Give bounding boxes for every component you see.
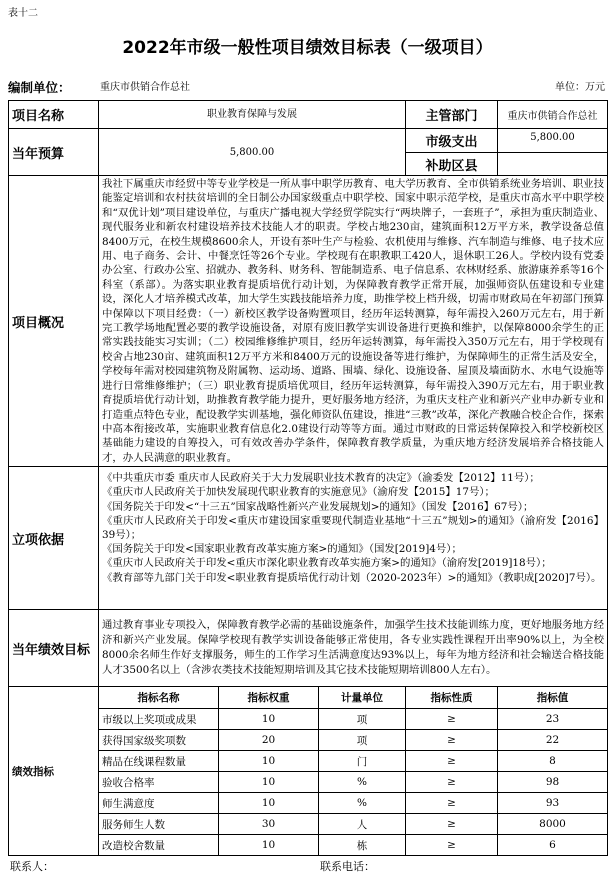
indicator-weight: 10 [219, 772, 319, 793]
basis-item: 《重庆市人民政府关于加快发展现代职业教育的实施意见》（渝府发【2015】17号）； [102, 486, 495, 499]
unit-label: 单位：万元 [555, 82, 605, 93]
overview-text: 我社下属重庆市经贸中等专业学校是一所从事中职学历教育、电大学历教育、全市供销系统业务培训、职业技能鉴定培训和农村扶贫培训的全日制公办国家级重点中职学校、国家中职示范学校，是重庆市高水平中职学校和“双优计划”项目建设单位，与重庆广播电视大学经贸学院实行“两块牌子，一套班子”，承担为重庆制造业、现代服务业和新农村建设培养技术技能人才的职责。学校占地230亩，建筑面积12万平方米，教学设备总值8400万元，在校生规模8600余人，开设有茶叶生产与检验、农机使用与维修、汽车制造与维修、电子技术应用、电子商务、会计、中餐烹饪等26个专业。学校现有在职教职工420人，退休职工26人。学校内设有党委办公室、行政办公室、招就办、教务科、财务科、智能制造系、电子信息系、农林财经系、旅游康养系等16个科室（系部）。为落实职业教育提质培优行动计划，为保障教育教学正常开展，加强师资队伍建设和专业建设，深化人才培养模式改革，加大学生实践技能培养力度，助推学校上档升级，切需市财政局在年初部门预算中保障以下项目经费：（一）新校区教学设备购置项目，经历年运转测算，每年需投入260万元左右，用于新完工教学场地配置必要的教学设施设备，对原有废旧教学实训设备进行更换和维护，以保障8000余学生的正常实践技能实习实训；（二）校园维修维护项目，经历年运转测算，每年需投入350万元左右，用于学校现有校舍占地230亩、建筑面积12万平方米和8400万元的设施设备等进行维护，为保障师生的正常生活及安全，学校每年需对校园建筑物及附属物、运动场、道路、围墙、绿化、设施设备、屋顶及墙面防水、水电气设施等进行日常维修维护；（三）职业教育提质培优项目，经历年运转测算，每年需投入390万元左右，用于职业教育提质培优行动计划，助推教育教学能力提升，更好服务地方经济，为重庆支柱产业和新兴产业申办新专业和打造重点特色专业，配设教学实训基地，强化师资队伍建设，推进“三教”改革，深化产教融合校企合作，探索中高本衔接改革，实施职业教育信息化2.0建设行动等等方面。通过市财政的日常运转保障投入和学校新校区基础能力建设的自筹投入，可有效改善办学条件，保障教育教学质量，为重庆地方经济发展培养合格技能人才，办人民满意的职业教育。 [99, 176, 608, 467]
indicator-weight: 10 [219, 793, 319, 814]
indicator-row [9, 730, 608, 751]
indicator-unit: 项 [319, 730, 406, 751]
goal-text: 通过教育事业专项投入，保障教育教学必需的基础设施条件，加强学生技术技能训练力度，更好地服务地方经济和新兴产业发展。保障学校现有教学实训设备能够正常使用，各专业实践性课程开出率90%以上，为全校8000余名师生作好支撑服务，师生的工作学习生活满意度达93%以上，每年为地方经济和社会输送合格技能人才3500名以上（含涉农类技术技能短期培训及其它技术技能短期培训800人左右）。 [99, 610, 608, 687]
indicator-unit: 门 [319, 751, 406, 772]
table-number: 表十二 [8, 8, 38, 19]
indicator-row [9, 709, 608, 730]
indicator-name: 获得国家级奖项数 [99, 730, 219, 751]
basis-item: 《重庆市人民政府关于印发<重庆市深化职业教育改革实施方案>的通知》（渝府发[2019]18号）； [102, 557, 552, 570]
contact-label: 联系人： [10, 860, 54, 874]
indicator-value: 8000 [498, 814, 608, 835]
indicator-unit: % [319, 772, 406, 793]
indicator-value: 6 [498, 835, 608, 856]
indicator-weight: 10 [219, 709, 319, 730]
indicator-header-name: 指标名称 [99, 687, 219, 709]
indicator-nature: ≥ [406, 793, 498, 814]
form-body [8, 100, 607, 874]
indicator-value: 22 [498, 730, 608, 751]
indicator-unit: 栋 [319, 835, 406, 856]
indicator-nature: ≥ [406, 814, 498, 835]
org-label: 编制单位： [8, 80, 71, 95]
basis-label: 立项依据 [9, 467, 99, 610]
city-exp-value: 5,800.00 [498, 129, 608, 153]
project-name-label: 项目名称 [9, 101, 99, 129]
indicator-weight: 10 [219, 751, 319, 772]
dept-value: 重庆市供销合作总社 [498, 101, 608, 129]
indicator-nature: ≥ [406, 709, 498, 730]
basis-item: 《国务院关于印发<“十三五”国家战略性新兴产业发展规划>的通知》（国发【2016】67号）； [102, 500, 534, 513]
goal-label: 当年绩效目标 [9, 610, 99, 687]
budget-label: 当年预算 [9, 129, 99, 176]
indicators-label: 绩效指标 [9, 687, 99, 856]
basis-item: 《中共重庆市委 重庆市人民政府关于大力发展职业技术教育的决定》（渝委发【2012】11号）； [102, 472, 540, 485]
indicator-row [9, 751, 608, 772]
indicator-name: 服务师生人数 [99, 814, 219, 835]
indicator-name: 改造校舍数量 [99, 835, 219, 856]
basis-item: 《国务院关于印发<国家职业教育改革实施方案>的通知》（国发[2019]4号）； [102, 543, 462, 556]
indicator-header-weight: 指标权重 [219, 687, 319, 709]
project-name-value: 职业教育保障与发展 [99, 101, 406, 129]
indicator-header-value: 指标值 [498, 687, 608, 709]
budget-value: 5,800.00 [99, 129, 406, 176]
indicator-name: 验收合格率 [99, 772, 219, 793]
indicator-unit: 项 [319, 709, 406, 730]
indicator-nature: ≥ [406, 730, 498, 751]
indicator-weight: 30 [219, 814, 319, 835]
indicator-unit: % [319, 793, 406, 814]
indicator-nature: ≥ [406, 751, 498, 772]
indicator-name: 师生满意度 [99, 793, 219, 814]
subsidy-label: 补助区县 [406, 153, 498, 176]
subsidy-value [498, 153, 608, 176]
indicator-row [9, 772, 608, 793]
indicator-weight: 10 [219, 835, 319, 856]
basis-item: 《重庆市人民政府关于印发<重庆市建设国家重要现代制造业基地“十三五”规划>的通知》（渝府发【2016】39号）； [102, 514, 605, 541]
basis-list [99, 467, 608, 610]
indicator-name: 市级以上奖项或成果 [99, 709, 219, 730]
city-exp-label: 市级支出 [406, 129, 498, 153]
indicator-row [9, 835, 608, 856]
indicator-unit: 人 [319, 814, 406, 835]
page-title: 2022年市级一般性项目绩效目标表（一级项目） [122, 38, 493, 58]
org-value: 重庆市供销合作总社 [100, 82, 190, 93]
indicator-value: 8 [498, 751, 608, 772]
indicator-weight: 20 [219, 730, 319, 751]
indicator-value: 98 [498, 772, 608, 793]
indicator-header-nature: 指标性质 [406, 687, 498, 709]
basis-item: 《教育部等九部门关于印发<职业教育提质培优行动计划（2020-2023年）>的通知》（教职成[2020]7号）。 [102, 571, 602, 584]
indicator-name: 精品在线课程数量 [99, 751, 219, 772]
indicator-row [9, 793, 608, 814]
dept-label: 主管部门 [406, 101, 498, 129]
indicator-nature: ≥ [406, 772, 498, 793]
footer [8, 858, 607, 874]
indicator-value: 93 [498, 793, 608, 814]
indicator-value: 23 [498, 709, 608, 730]
indicator-nature: ≥ [406, 835, 498, 856]
overview-label: 项目概况 [9, 176, 99, 467]
phone-label: 联系电话： [320, 860, 375, 874]
indicator-header-unit: 计量单位 [319, 687, 406, 709]
form-table [8, 100, 608, 856]
indicator-row [9, 814, 608, 835]
